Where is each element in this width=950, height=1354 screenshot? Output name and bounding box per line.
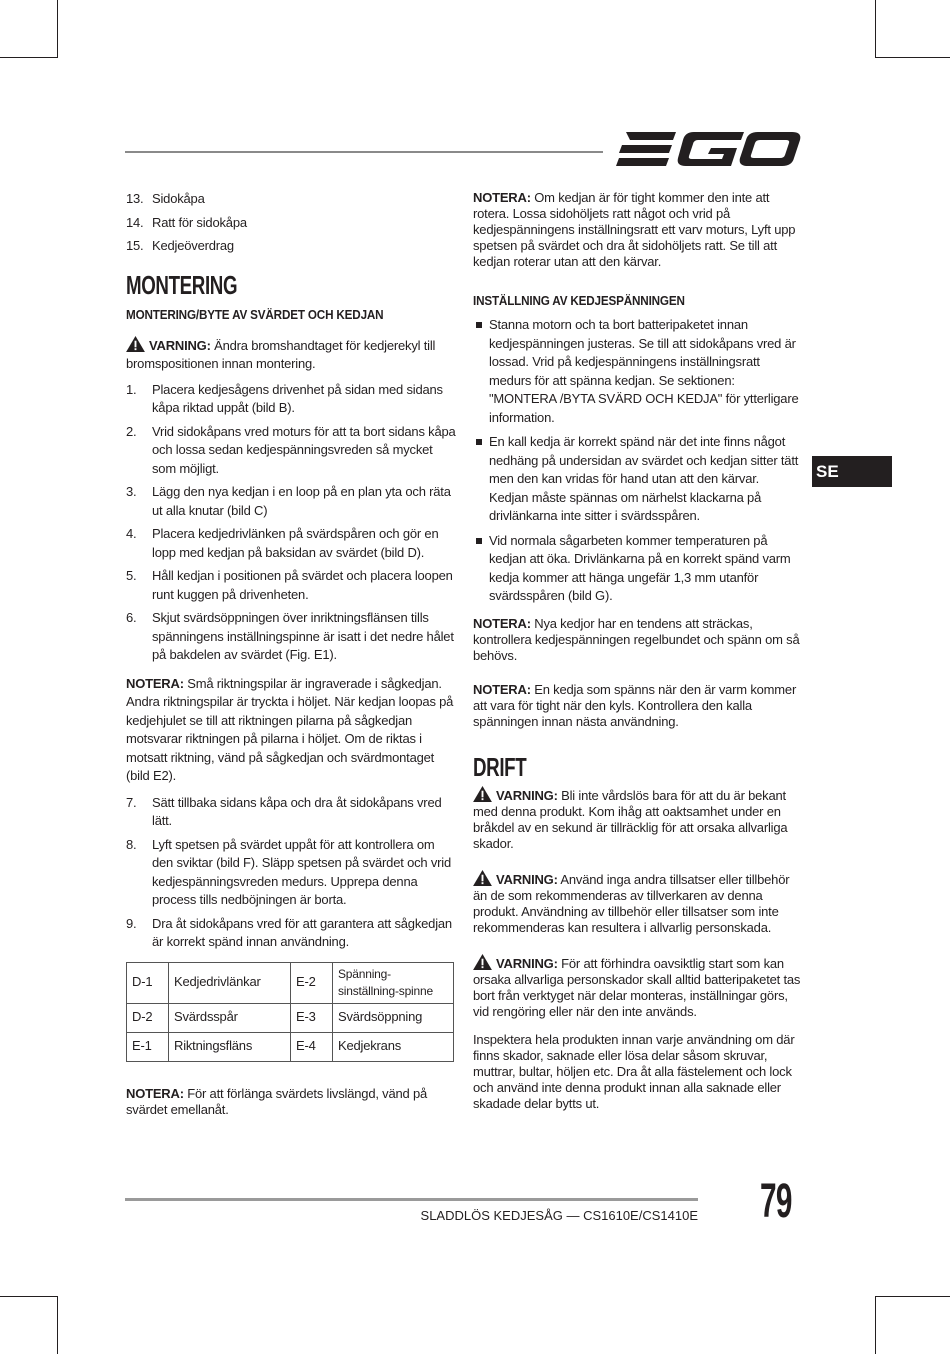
- right-column: [473, 190, 801, 1112]
- list-item: Stanna motorn och ta bort batteripaketet innan kedjespänningen justeras. Se till att sidokåpans vred är lossad. Vrid på kedjespänningens inställningsratt medurs för att spänna kedjan. Se sektionen: "MONTERA /BYTA SVÄRD OCH KEDJA" för ytterligare information.: [473, 316, 801, 427]
- warning-icon: [473, 786, 492, 802]
- assembly-steps-continued: [126, 794, 456, 952]
- warning-paragraph: VARNING: För att förhindra oavsiktlig start som kan orsaka allvarliga personskador skall alltid batteripaketet tas bort från verktyget när delar monteras, inställningar görs, vid rengöring eller när den inte används.: [473, 955, 801, 1019]
- left-column: [126, 190, 456, 1118]
- crop-mark: [875, 1296, 876, 1354]
- list-item: En kall kedja är korrekt spänd när det inte finns något nedhäng på undersidan av svärdet och kedjan sitter tätt men den kan vridas för hand utan att den kärvar. Kedjan måste spännas om närhelst klackarna på drivlänkarna inte sitter i svärdsspåren.: [473, 433, 801, 526]
- list-item: Vid normala sågarbeten kommer temperaturen på kedjan att öka. Drivlänkarna på en korrekt spänd varm kedja kommer att hänga ungefär 1,3 mm utanför svärdsspåren (bild G).: [473, 532, 801, 606]
- table-row: D-1 Kedjedrivlänkar E-2 Spänning-sinställning-spinne: [127, 962, 454, 1003]
- list-item: 15. Kedjeöverdrag: [126, 238, 234, 253]
- warning-paragraph: VARNING: Bli inte vårdslös bara för att du är bekant med denna produkt. Kom ihåg att oaktsamhet under en bråkdel av en sekund är tillräcklig för att orsaka allvarliga skador.: [473, 787, 788, 851]
- note-paragraph: NOTERA: För att förlänga svärdets livslängd, vänd på svärdet emellanåt.: [126, 1085, 428, 1117]
- list-item: 7. Sätt tillbaka sidans kåpa och dra åt sidokåpans vred lätt.: [126, 794, 442, 828]
- list-item: 6. Skjut svärdsöppningen över inriktningsflänsen tills spänningens inställningspinne är isatt i det nedre hålet på bakdelen av svärdet (Fig. E1).: [126, 610, 454, 662]
- bullet-icon: [473, 532, 489, 606]
- crop-mark: [0, 57, 58, 58]
- section-title: MONTERING: [126, 269, 238, 300]
- list-item: 3. Lägg den nya kedjan i en loop på en plan yta och räta ut alla knutar (bild C): [126, 484, 451, 518]
- bullet-icon: [473, 316, 489, 427]
- crop-mark: [0, 1296, 58, 1297]
- parts-list-continued: [126, 190, 456, 256]
- ego-logo: [616, 128, 802, 172]
- crop-mark: [875, 1296, 950, 1297]
- table-row: D-2 Svärdsspår E-3 Svärdsöppning: [127, 1003, 454, 1032]
- language-tab: SE: [812, 456, 892, 487]
- footer-product-name: SLADDLÖS KEDJESÅG — CS1610E/CS1410E: [420, 1208, 698, 1223]
- list-item: 1. Placera kedjesågens drivenhet på sidan med sidans kåpa riktad uppåt (bild B).: [126, 381, 443, 415]
- note-paragraph: NOTERA: Nya kedjor har en tendens att sträckas, kontrollera kedjespänningen regelbundet och spänn om så behövs.: [473, 615, 800, 663]
- subsection-title: MONTERING/BYTE AV SVÄRDET OCH KEDJAN: [126, 306, 384, 322]
- crop-mark: [57, 0, 58, 58]
- note-paragraph: NOTERA: Små riktningspilar är ingraverade i sågkedjan. Andra riktningspilar är tryckta i höljet. När kedjan loopas på kedjehjulet se till att riktningen pilarna på sågkedjan motsvarar riktningen på pilarna i höljet. Om de riktas i motsatt riktning, vänd på sågkedjan och svärdmontaget (bild E2).: [126, 675, 454, 783]
- tension-bullets: [473, 316, 801, 606]
- warning-icon: [473, 954, 492, 970]
- warning-icon: [126, 336, 145, 352]
- header-rule: [125, 151, 603, 153]
- subsection-title: INSTÄLLNING AV KEDJESPÄNNINGEN: [473, 293, 685, 308]
- crop-mark: [875, 0, 876, 58]
- assembly-steps: [126, 381, 456, 665]
- bullet-icon: [473, 433, 489, 526]
- table-row: E-1 Riktningsfläns E-4 Kedjekrans: [127, 1032, 454, 1061]
- warning-icon: [473, 870, 492, 886]
- list-item: 2. Vrid sidokåpans vred moturs för att ta bort sidans kåpa och lossa sedan kedjespänningsvreden så mycket som möjligt.: [126, 423, 456, 476]
- footer-rule: [125, 1198, 698, 1201]
- list-item: 13. Sidokåpa: [126, 191, 205, 206]
- list-item: 14. Ratt för sidokåpa: [126, 214, 247, 230]
- list-item: 9. Dra åt sidokåpans vred för att garantera att sågkedjan är korrekt spänd innan användning.: [126, 915, 452, 949]
- list-item: 5. Håll kedjan i positionen på svärdet och placera loopen runt kuggen på drivenheten.: [126, 568, 453, 602]
- list-item: 8. Lyft spetsen på svärdet uppåt för att kontrollera om den sviktar (bild F). Släpp spetsen på svärdet och vrid kedjespänningsvreden medurs. Upprepa denna process tills nedböjningen är borta.: [126, 836, 451, 907]
- crop-mark: [875, 57, 950, 58]
- section-title: DRIFT: [473, 751, 527, 782]
- page-number: 79: [760, 1175, 792, 1228]
- list-item: 4. Placera kedjedrivlänken på svärdspåren och gör en lopp med kedjan på baksidan av svärdet (bild D).: [126, 526, 439, 560]
- parts-table: [126, 962, 454, 1062]
- note-paragraph: NOTERA: En kedja som spänns när den är varm kommer att vara för tight när den kyls. Kontrollera den kalla spänningen innan nästa användning.: [473, 681, 797, 729]
- warning-paragraph: VARNING: Använd inga andra tillsatser eller tillbehör än de som rekommenderas av tillverkaren av denna produkt. Användning av tillbehör eller tillsatser som inte rekommenderas kan resultera i allvarlig personskada.: [473, 871, 790, 935]
- inspection-paragraph: Inspektera hela produkten innan varje användning om där finns skador, saknade eller lösa delar såsom skruvar, muttrar, bultar, höljen etc. Dra åt alla fästelement och lock och använd inte denna produkt innan alla saknade eller skadade delar bytts ut.: [473, 1031, 795, 1111]
- note-paragraph: NOTERA: Om kedjan är för tight kommer den inte att rotera. Lossa sidohöljets ratt något och vrid på kedjespänningens inställningsratt ett varv moturs, Lyft upp spetsen på svärdet och dra åt sidohöljets ratt. Se till att kedjan roterar utan att den kärvar.: [473, 190, 796, 269]
- warning-paragraph: VARNING: Ändra bromshandtaget för kedjerekyl till bromspositionen innan montering.: [126, 337, 436, 371]
- crop-mark: [57, 1296, 58, 1354]
